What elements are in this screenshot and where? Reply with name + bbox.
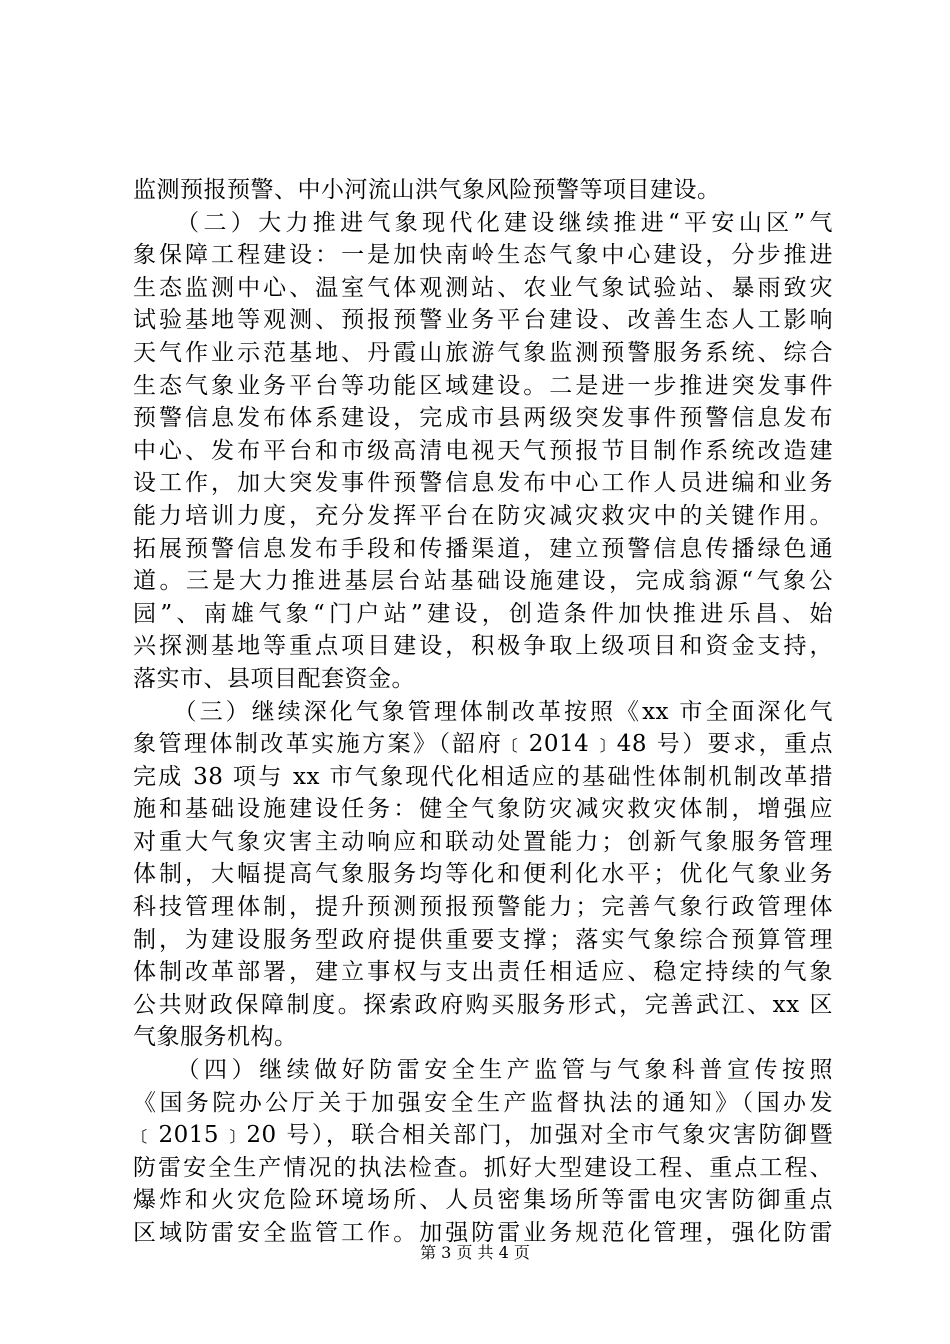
- text-line: 天气作业示范基地、丹霞山旅游气象监测预警服务系统、综合: [133, 339, 833, 366]
- text-line: 象保障工程建设：一是加快南岭生态气象中心建设，分步推进: [133, 242, 833, 269]
- text-line: 防雷安全生产情况的执法检查。抓好大型建设工程、重点工程、: [133, 1154, 833, 1181]
- text-line: 完成 38 项与 xx 市气象现代化相适应的基础性体制机制改革措: [133, 763, 833, 790]
- text-line: 象管理体制改革实施方案》（韶府﹝2014﹞48 号）要求，重点: [133, 731, 833, 758]
- text-line: 制，为建设服务型政府提供重要支撑；落实气象综合预算管理: [133, 926, 833, 953]
- text-line: 生态监测中心、温室气体观测站、农业气象试验站、暴雨致灾: [133, 274, 833, 301]
- text-line: 生态气象业务平台等功能区域建设。二是进一步推进突发事件: [133, 372, 833, 399]
- text-line: 区域防雷安全监管工作。加强防雷业务规范化管理，强化防雷: [133, 1220, 833, 1246]
- text-line: 设工作，加大突发事件预警信息发布中心工作人员进编和业务: [133, 470, 833, 497]
- text-line: 试验基地等观测、预报预警业务平台建设、改善生态人工影响: [133, 307, 833, 334]
- document-body: [133, 174, 833, 1250]
- text-line: 兴探测基地等重点项目建设，积极争取上级项目和资金支持，: [133, 633, 833, 660]
- text-line: 施和基础设施建设任务：健全气象防灾减灾救灾体制，增强应: [133, 796, 833, 823]
- text-line: （四）继续做好防雷安全生产监管与气象科普宣传按照: [133, 1057, 833, 1084]
- text-line: 气象服务机构。: [133, 1024, 298, 1051]
- text-line: ﹝2015﹞20 号），联合相关部门，加强对全市气象灾害防御暨: [133, 1122, 833, 1149]
- text-line: 园”、南雄气象“门户站”建设，创造条件加快推进乐昌、始: [133, 600, 833, 627]
- text-line: 对重大气象灾害主动响应和联动处置能力；创新气象服务管理: [133, 828, 833, 855]
- text-line: 《国务院办公厅关于加强安全生产监督执法的通知》（国办发: [133, 1089, 833, 1116]
- text-line: 公共财政保障制度。探索政府购买服务形式，完善武江、xx 区: [133, 991, 833, 1018]
- text-line: 能力培训力度，充分发挥平台在防灾减灾救灾中的关键作用。: [133, 502, 833, 529]
- text-line: 体制，大幅提高气象服务均等化和便利化水平；优化气象业务: [133, 861, 833, 888]
- page-footer: 第 3 页 共 4 页: [420, 1243, 530, 1262]
- text-line: （三）继续深化气象管理体制改革按照《xx 市全面深化气: [133, 698, 833, 725]
- text-line: 道。三是大力推进基层台站基础设施建设，完成翁源“气象公: [133, 568, 833, 595]
- text-line: 科技管理体制，提升预测预报预警能力；完善气象行政管理体: [133, 894, 833, 921]
- text-line: 中心、发布平台和市级高清电视天气预报节目制作系统改造建: [133, 437, 833, 464]
- text-line: 体制改革部署，建立事权与支出责任相适应、稳定持续的气象: [133, 959, 833, 986]
- text-line: 落实市、县项目配套资金。: [133, 665, 415, 692]
- text-line: 拓展预警信息发布手段和传播渠道，建立预警信息传播绿色通: [133, 535, 833, 562]
- text-line: 爆炸和火灾危险环境场所、人员密集场所等雷电灾害防御重点: [133, 1187, 833, 1214]
- text-line: （二）大力推进气象现代化建设继续推进“平安山区”气: [133, 209, 833, 236]
- text-line: 预警信息发布体系建设，完成市县两级突发事件预警信息发布: [133, 405, 833, 432]
- text-line: 监测预报预警、中小河流山洪气象风险预警等项目建设。: [133, 177, 721, 203]
